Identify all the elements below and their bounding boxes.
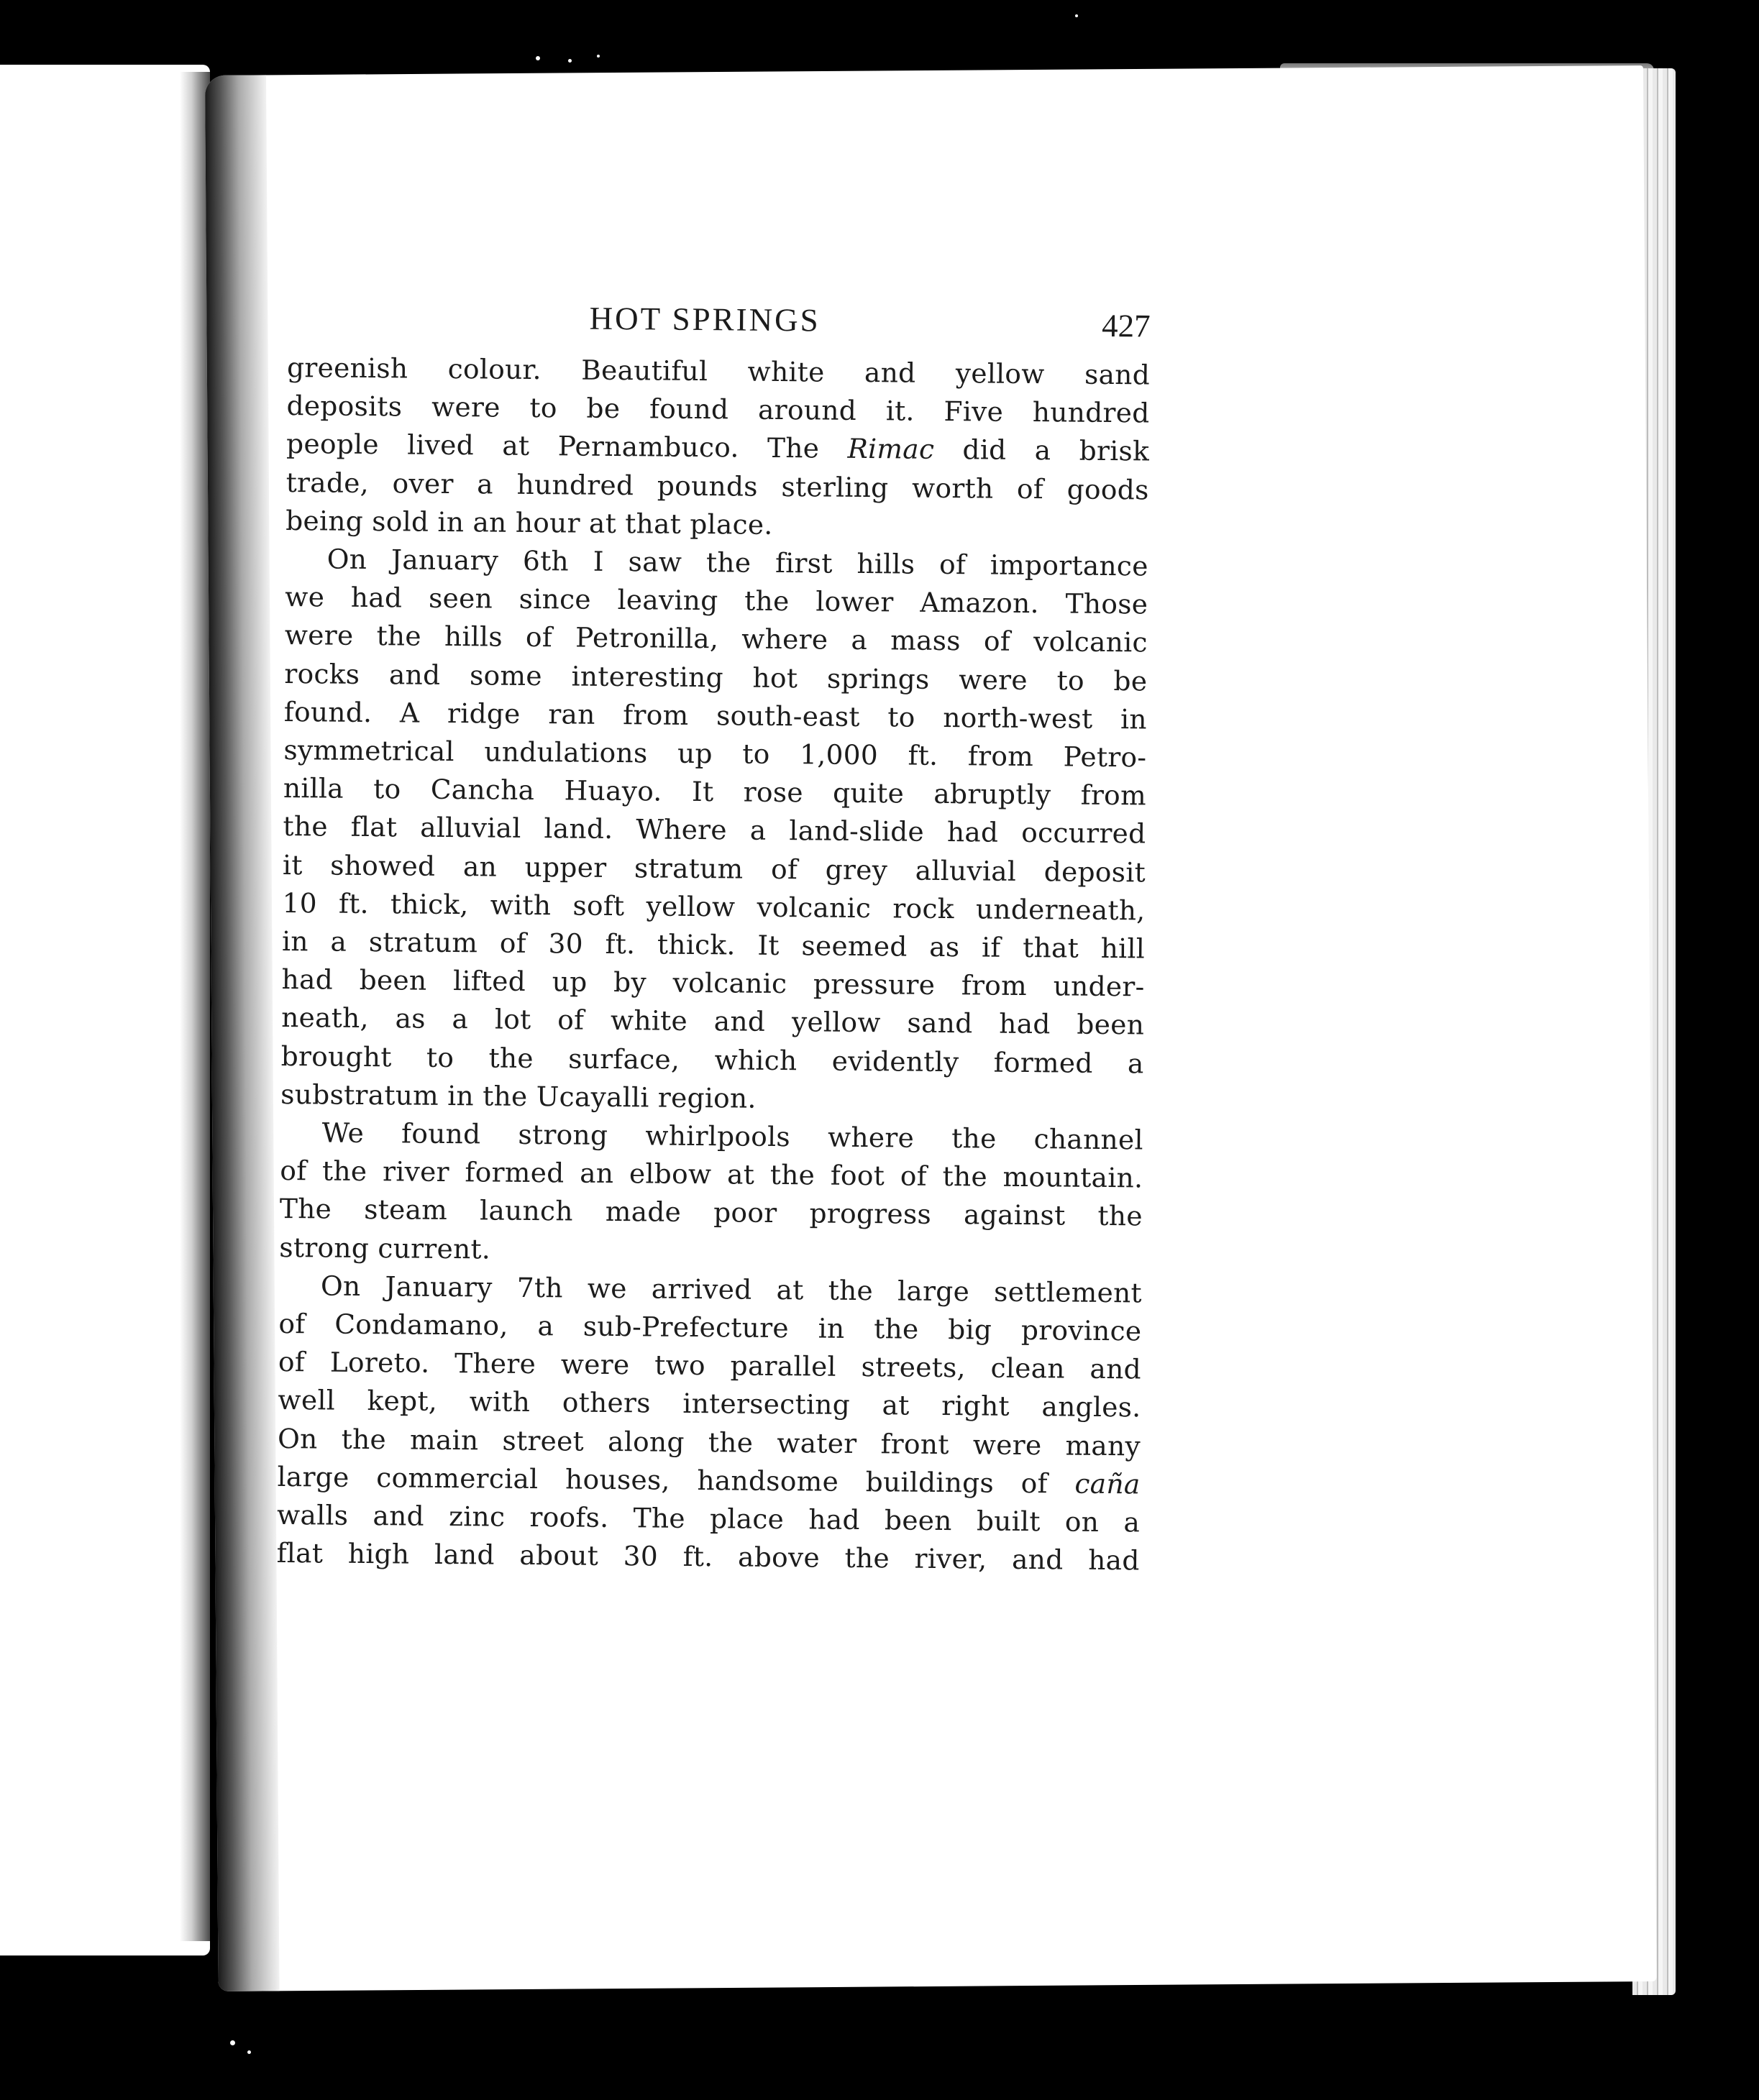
text-line: rocks and some interesting hot springs were to be [284, 657, 1148, 697]
text-line: had been lifted up by volcanic pressure from under- [281, 963, 1145, 1003]
paragraph-2 [280, 540, 1148, 1121]
text-line: of Condamano, a sub-Prefecture in the big province [278, 1308, 1142, 1347]
text-line: flat high land about 30 ft. above the river, and had [276, 1537, 1140, 1577]
text-line: brought to the surface, which evidently formed a [280, 1040, 1144, 1080]
text-line: the flat alluvial land. Where a land-slide had occurred [283, 810, 1146, 850]
running-head-title: HOT SPRINGS [589, 300, 821, 339]
paragraph-1 [285, 349, 1150, 547]
page-content [276, 291, 1151, 1580]
text-line: strong current. [279, 1231, 491, 1265]
page-number: 427 [1101, 307, 1151, 344]
text-line: it showed an upper stratum of grey alluvial deposit [282, 848, 1146, 889]
text-line: On the main street along the water front were many [277, 1422, 1141, 1462]
text-line: greenish colour. Beautiful white and yellow sand [286, 351, 1151, 391]
text-line: substratum in the Ucayalli region. [280, 1078, 757, 1114]
text-line: On January 6th I saw the first hills of importance [326, 543, 1148, 582]
text-line: neath, as a lot of white and yellow sand had been [280, 1001, 1145, 1041]
running-head [287, 291, 1151, 356]
text-line: large commercial houses, handsome buildings of caña [277, 1460, 1141, 1500]
text-line: On January 7th we arrived at the large settlement [320, 1270, 1143, 1309]
text-line: nilla to Cancha Huayo. It rose quite abruptly from [283, 772, 1147, 812]
text-line: deposits were to be found around it. Five hundred [286, 390, 1150, 429]
text-line: in a stratum of 30 ft. thick. It seemed as if that hill [281, 925, 1146, 965]
paragraph-3 [279, 1114, 1143, 1274]
text-line: were the hills of Petronilla, where a mass of volcanic [284, 619, 1148, 659]
text-line: trade, over a hundred pounds sterling worth of goods [285, 466, 1149, 506]
text-line: we had seen since leaving the lower Amazon. Those [285, 581, 1148, 620]
text-line: The steam launch made poor progress against the [279, 1193, 1143, 1232]
text-line: We found strong whirlpools where the channel [321, 1117, 1143, 1156]
text-line: symmetrical undulations up to 1,000 ft. from Petro- [283, 734, 1147, 774]
gutter-shadow [180, 72, 210, 1941]
text-line: being sold in an hour at that place. [285, 504, 773, 541]
paragraph-4 [276, 1267, 1142, 1580]
binding-shadow [205, 75, 280, 1991]
text-line: 10 ft. thick, with soft yellow volcanic rock underneath, [282, 886, 1146, 927]
text-line: of Loreto. There were two parallel streets, clean and [278, 1346, 1142, 1385]
text-line: found. A ridge ran from south-east to north-west in [283, 695, 1148, 735]
text-line: well kept, with others intersecting at right angles. [278, 1384, 1141, 1423]
text-line: of the river formed an elbow at the foot of the mountain. [280, 1155, 1143, 1194]
left-page-edge [0, 65, 210, 1955]
text-line: walls and zinc roofs. The place had been built on a [276, 1499, 1141, 1539]
text-line: people lived at Pernambuco. The Rimac did a brisk [285, 428, 1150, 467]
